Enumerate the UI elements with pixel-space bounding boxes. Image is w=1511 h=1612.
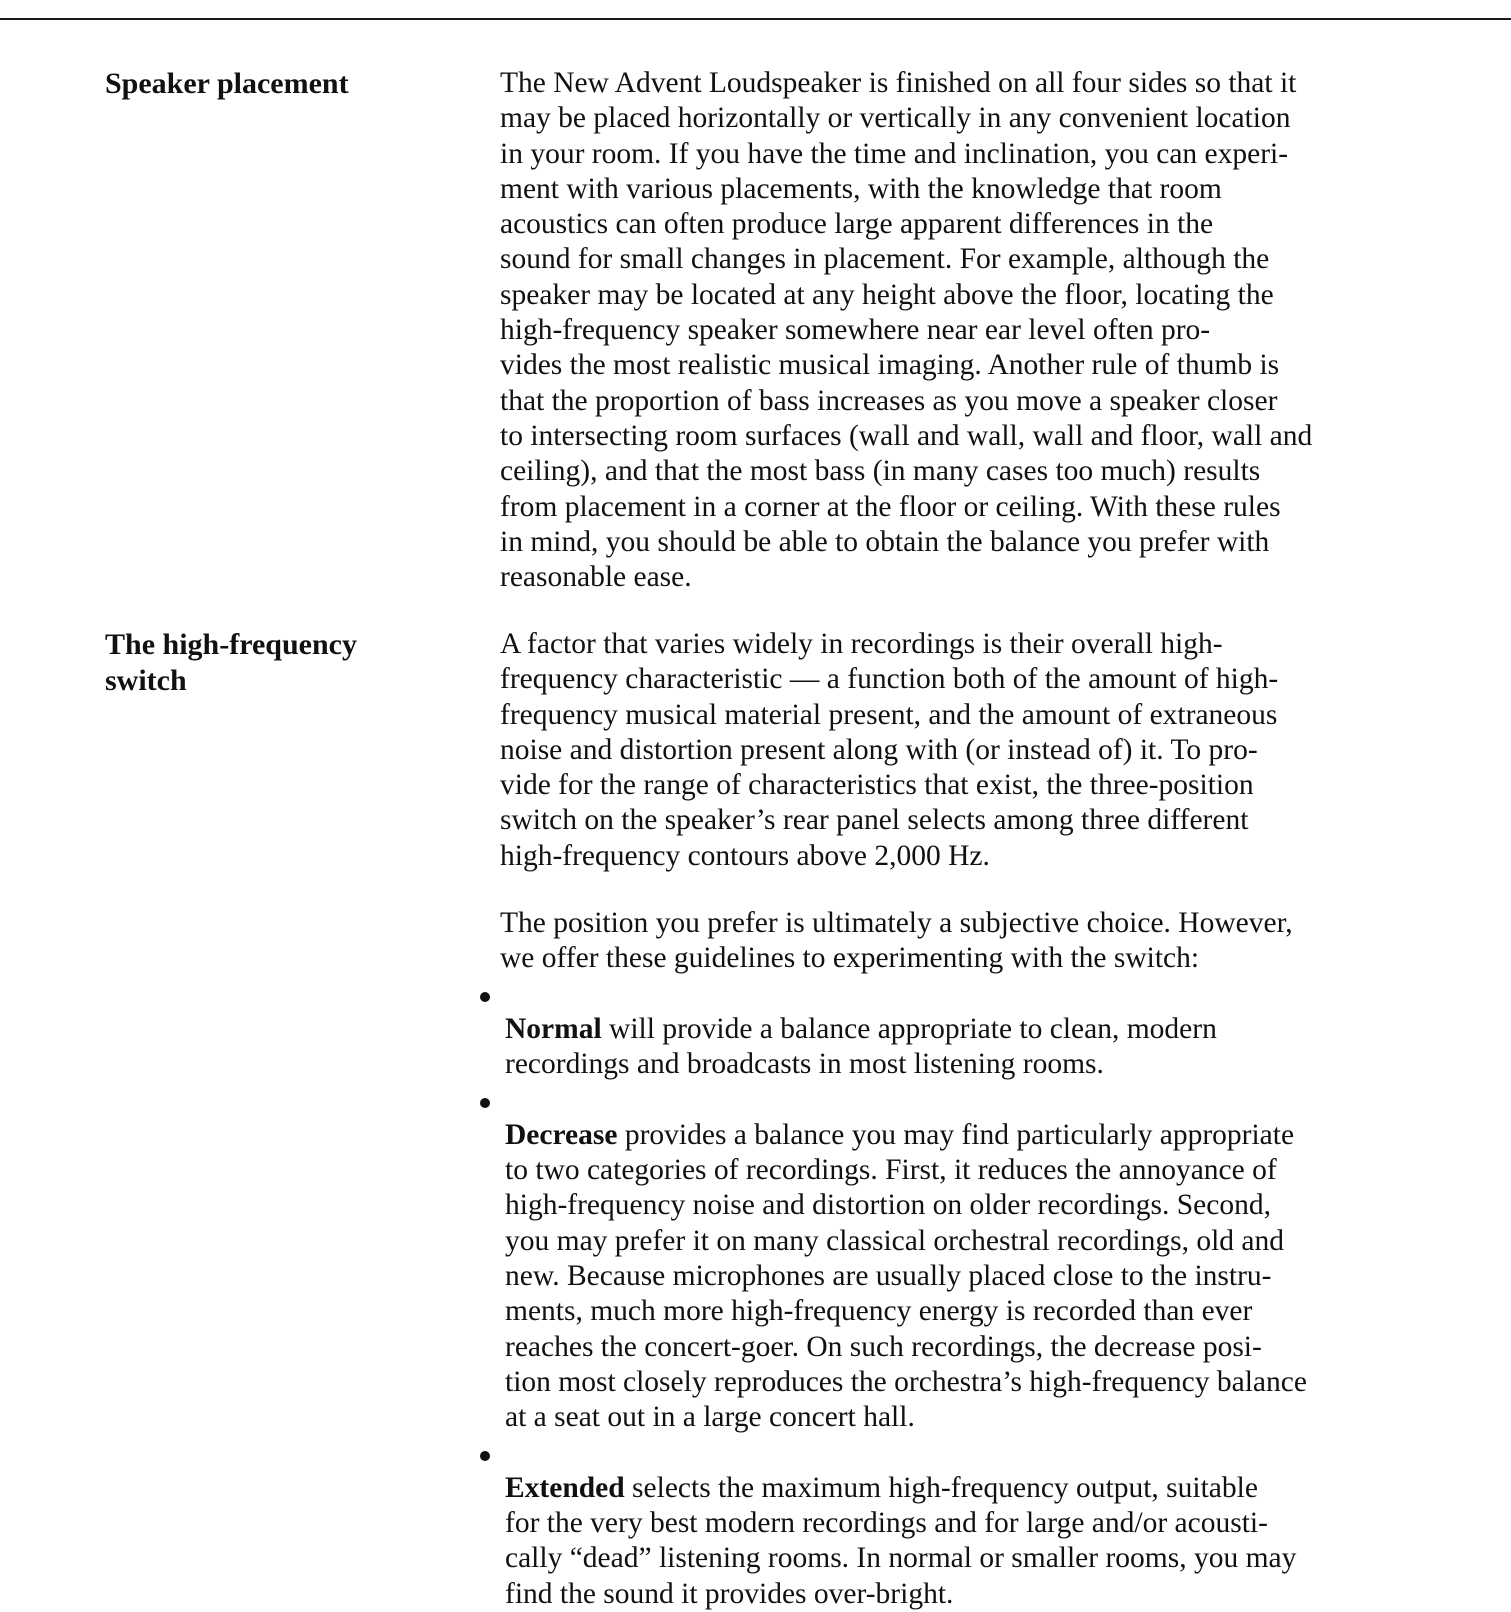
section-heading: The high-frequency switch — [105, 628, 357, 697]
list-item-normal — [478, 977, 1475, 1083]
list-item-decrease — [478, 1083, 1475, 1436]
switch-positions-list — [500, 977, 1475, 1612]
bullet-icon — [480, 992, 490, 1002]
position-term: Decrease — [505, 1118, 618, 1151]
position-description: will provide a balance appropriate to clean, modern recordings and broadcasts in most listening rooms. — [505, 1012, 1217, 1081]
section-body — [500, 66, 1475, 595]
bullet-icon — [480, 1098, 490, 1108]
paragraph: The New Advent Loudspeaker is finished on all four sides so that it may be placed horizontally or vertically in any convenient location in your room. If you have the time and inclination, you can experi- ment with various placements, with the knowledge that room acoustics can often produce large apparent differences in the sound for small changes in placement. For example, although the speaker may be located at any height above the floor, locating the high-frequency speaker somewhere near ear level often pro- vides the most realistic musical imaging. Another rule of thumb is that the proportion of bass increases as you move a speaker closer to intersecting room surfaces (wall and wall, wall and floor, wall and ceiling), and that the most bass (in many cases too much) results from placement in a corner at the floor or ceiling. With these rules in mind, you should be able to obtain the balance you prefer with reasonable ease. — [500, 67, 1313, 594]
position-description: selects the maximum high-frequency output, suitable for the very best modern recordings and for large and/or acousti- cally “dead” listening rooms. In normal or smaller rooms, you may find the sound it provides over-bright. — [505, 1471, 1297, 1610]
position-term: Normal — [505, 1012, 602, 1045]
list-item-extended — [478, 1436, 1475, 1612]
section-heading: Speaker placement — [105, 67, 349, 100]
position-term: Extended — [505, 1471, 625, 1504]
paragraph: A factor that varies widely in recordings is their overall high- frequency characteristic — a function both of the amount of high- frequency musical material present, and the amount of extraneous noise and distortion present along with (or instead of) it. To pro- vide for the range of characteristics that exist, the three-position switch on the speaker’s rear panel selects among three different high-frequency contours above 2,000 Hz. — [500, 628, 1279, 872]
paragraph: The position you prefer is ultimately a subjective choice. However, we offer these guidelines to experimenting with the switch: — [500, 907, 1293, 975]
top-rule — [0, 18, 1511, 20]
position-description: provides a balance you may find particularly appropriate to two categories of recordings. First, it reduces the annoyance of high-frequency noise and distortion on older recordings. Second, you may prefer it on many classical orchestral recordings, old and new. Because microphones are usually placed close to the instru- ments, much more high-frequency energy is recorded than ever reaches the concert-goer. On such recordings, the decrease posi- tion most closely reproduces the orchestra’s high-frequency balance at a seat out in a large concert hall. — [505, 1118, 1307, 1434]
bullet-icon — [480, 1451, 490, 1461]
section-body — [500, 627, 1475, 1612]
